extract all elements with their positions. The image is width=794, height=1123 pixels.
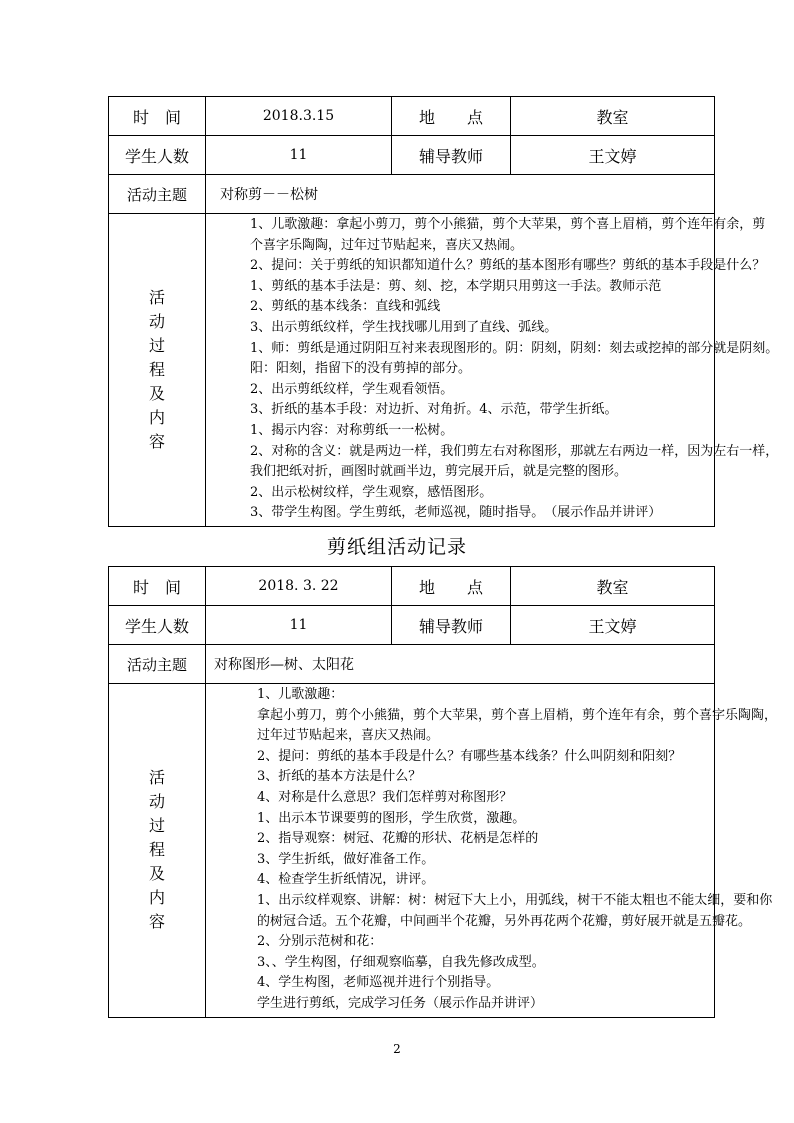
process-line: 1、儿歌激趣：拿起小剪刀，剪个小熊猫，剪个大苹果，剪个喜上眉梢，剪个连年有余，剪 <box>250 217 766 232</box>
process-line: 3、带学生构图。学生剪纸，老师巡视，随时指导。 （展示作品并讲评） <box>250 505 662 521</box>
process-line: 的树冠合适。五个花瓣，中间画半个花瓣，另外再花两个花瓣，剪好展开就是五瓣花。 <box>257 913 752 929</box>
process-line: 3、折纸的基本手段：对边折、对角折。4、示范，带学生折纸。 <box>250 402 618 418</box>
process-line: 3、出示剪纸纹样，学生找找哪儿用到了直线、弧线。 <box>250 319 558 335</box>
process-line: 我们把纸对折，画图时就画半边，剪完展开后，就是完整的图形。 <box>250 464 628 480</box>
process-line: 3、、学生构图，仔细观察临摹，自我先修改成型。 <box>257 954 545 970</box>
process-label-char: 及 <box>148 383 165 403</box>
process-line: 2、出示松树纹样，学生观察，感悟图形。 <box>250 484 493 500</box>
process-content <box>206 684 778 1018</box>
process-line: 2、提问：剪纸的基本手段是什么？有哪些基本线条？什么叫阴刻和阳刻？ <box>257 748 682 764</box>
process-line: 1、出示本节课要剪的图形，学生欣赏，激趣。 <box>257 810 526 826</box>
process-label-char: 及 <box>148 864 165 884</box>
process-line: 2、分别示范树和花： <box>257 934 383 950</box>
place-value: 教室 <box>511 97 715 136</box>
process-line: 个喜字乐陶陶，过年过节贴起来，喜庆又热闹。 <box>250 237 524 253</box>
process-label-char: 动 <box>148 792 165 812</box>
process-line: 4、学生构图，老师巡视并进行个别指导。 <box>257 975 500 991</box>
process-line: 1、揭示内容：对称剪纸一一松树。 <box>250 422 454 438</box>
process-line: 1、师：剪纸是通过阴阳互衬来表现图形的。阴：阴刻，阴刻：刻去或挖掉的部分就是阴刻。 <box>250 340 779 356</box>
activity-record-table-1 <box>108 96 779 527</box>
theme-label: 活动主题 <box>109 645 206 684</box>
date-value: 2018. 3. 22 <box>206 567 392 606</box>
page-title: 剪纸组活动记录 <box>326 536 467 558</box>
place-value: 教室 <box>511 567 715 606</box>
process-line: 1、剪纸的基本手法是：剪、刻、挖，本学期只用剪这一手法。教师示范 <box>250 278 662 294</box>
process-label-char: 容 <box>148 431 165 451</box>
process-label-char: 内 <box>148 407 165 427</box>
page-number: 2 <box>393 1042 401 1056</box>
process-line: 4、对称是什么意思？我们怎样剪对称图形？ <box>257 789 513 805</box>
process-line: 2、剪纸的基本线条：直线和弧线 <box>250 299 441 315</box>
time-label: 时 间 <box>109 567 206 606</box>
place-label: 地 点 <box>392 567 511 606</box>
process-label-char: 过 <box>148 816 165 836</box>
process-content <box>206 214 779 527</box>
process-line: 2、对称的含义：就是两边一样，我们剪左右对称图形，那就左右两边一样，因为左右一样， <box>250 443 779 459</box>
process-line: 2、指导观察：树冠、花瓣的形状、花柄是怎样的 <box>257 831 539 847</box>
process-line: 3、学生折纸，做好准备工作。 <box>257 851 435 867</box>
process-line: 过年过节贴起来，喜庆又热闹。 <box>257 728 440 744</box>
process-label <box>109 214 206 527</box>
process-label-char: 过 <box>148 335 165 355</box>
students-value: 11 <box>206 136 392 175</box>
place-label: 地 点 <box>392 97 511 136</box>
process-line: 2、提问：关于剪纸的知识都知道什么？剪纸的基本图形有哪些？剪纸的基本手段是什么？ <box>250 258 766 274</box>
teacher-label: 辅导教师 <box>392 606 511 645</box>
students-value: 11 <box>206 606 392 645</box>
process-line: 2、出示剪纸纹样，学生观看领悟。 <box>250 381 454 397</box>
process-label-char: 内 <box>148 888 165 908</box>
process-label-char: 容 <box>148 912 165 932</box>
activity-record-table-2 <box>108 566 778 1018</box>
theme-value: 对称图形—树、太阳花 <box>206 645 715 684</box>
process-line: 4、检查学生折纸情况，讲评。 <box>257 872 435 888</box>
students-label: 学生人数 <box>109 606 206 645</box>
process-line: 3、折纸的基本方法是什么？ <box>257 769 422 785</box>
process-label-char: 动 <box>148 311 165 331</box>
process-label-char: 活 <box>148 287 165 307</box>
process-label <box>109 684 206 1018</box>
teacher-value: 王文婷 <box>511 606 715 645</box>
process-label-char: 程 <box>148 840 165 860</box>
process-line: 1、儿歌激趣： <box>257 687 344 702</box>
process-label-char: 活 <box>148 768 165 788</box>
process-line: 学生进行剪纸，完成学习任务（展示作品并讲评） <box>257 995 544 1011</box>
teacher-value: 王文婷 <box>511 136 715 175</box>
process-label-char: 程 <box>148 359 165 379</box>
process-line: 拿起小剪刀，剪个小熊猫，剪个大苹果，剪个喜上眉梢，剪个连年有余，剪个喜字乐陶陶， <box>257 707 778 723</box>
teacher-label: 辅导教师 <box>392 136 511 175</box>
students-label: 学生人数 <box>109 136 206 175</box>
time-label: 时 间 <box>109 97 206 136</box>
process-line: 1、出示纹样观察、讲解：树：树冠下大上小，用弧线，树干不能太粗也不能太细，要和你 <box>257 892 773 908</box>
theme-label: 活动主题 <box>109 175 206 214</box>
theme-value: 对称剪－－松树 <box>206 175 715 214</box>
process-line: 阳：阳刻，指留下的没有剪掉的部分。 <box>250 361 472 377</box>
date-value: 2018.3.15 <box>206 97 392 136</box>
